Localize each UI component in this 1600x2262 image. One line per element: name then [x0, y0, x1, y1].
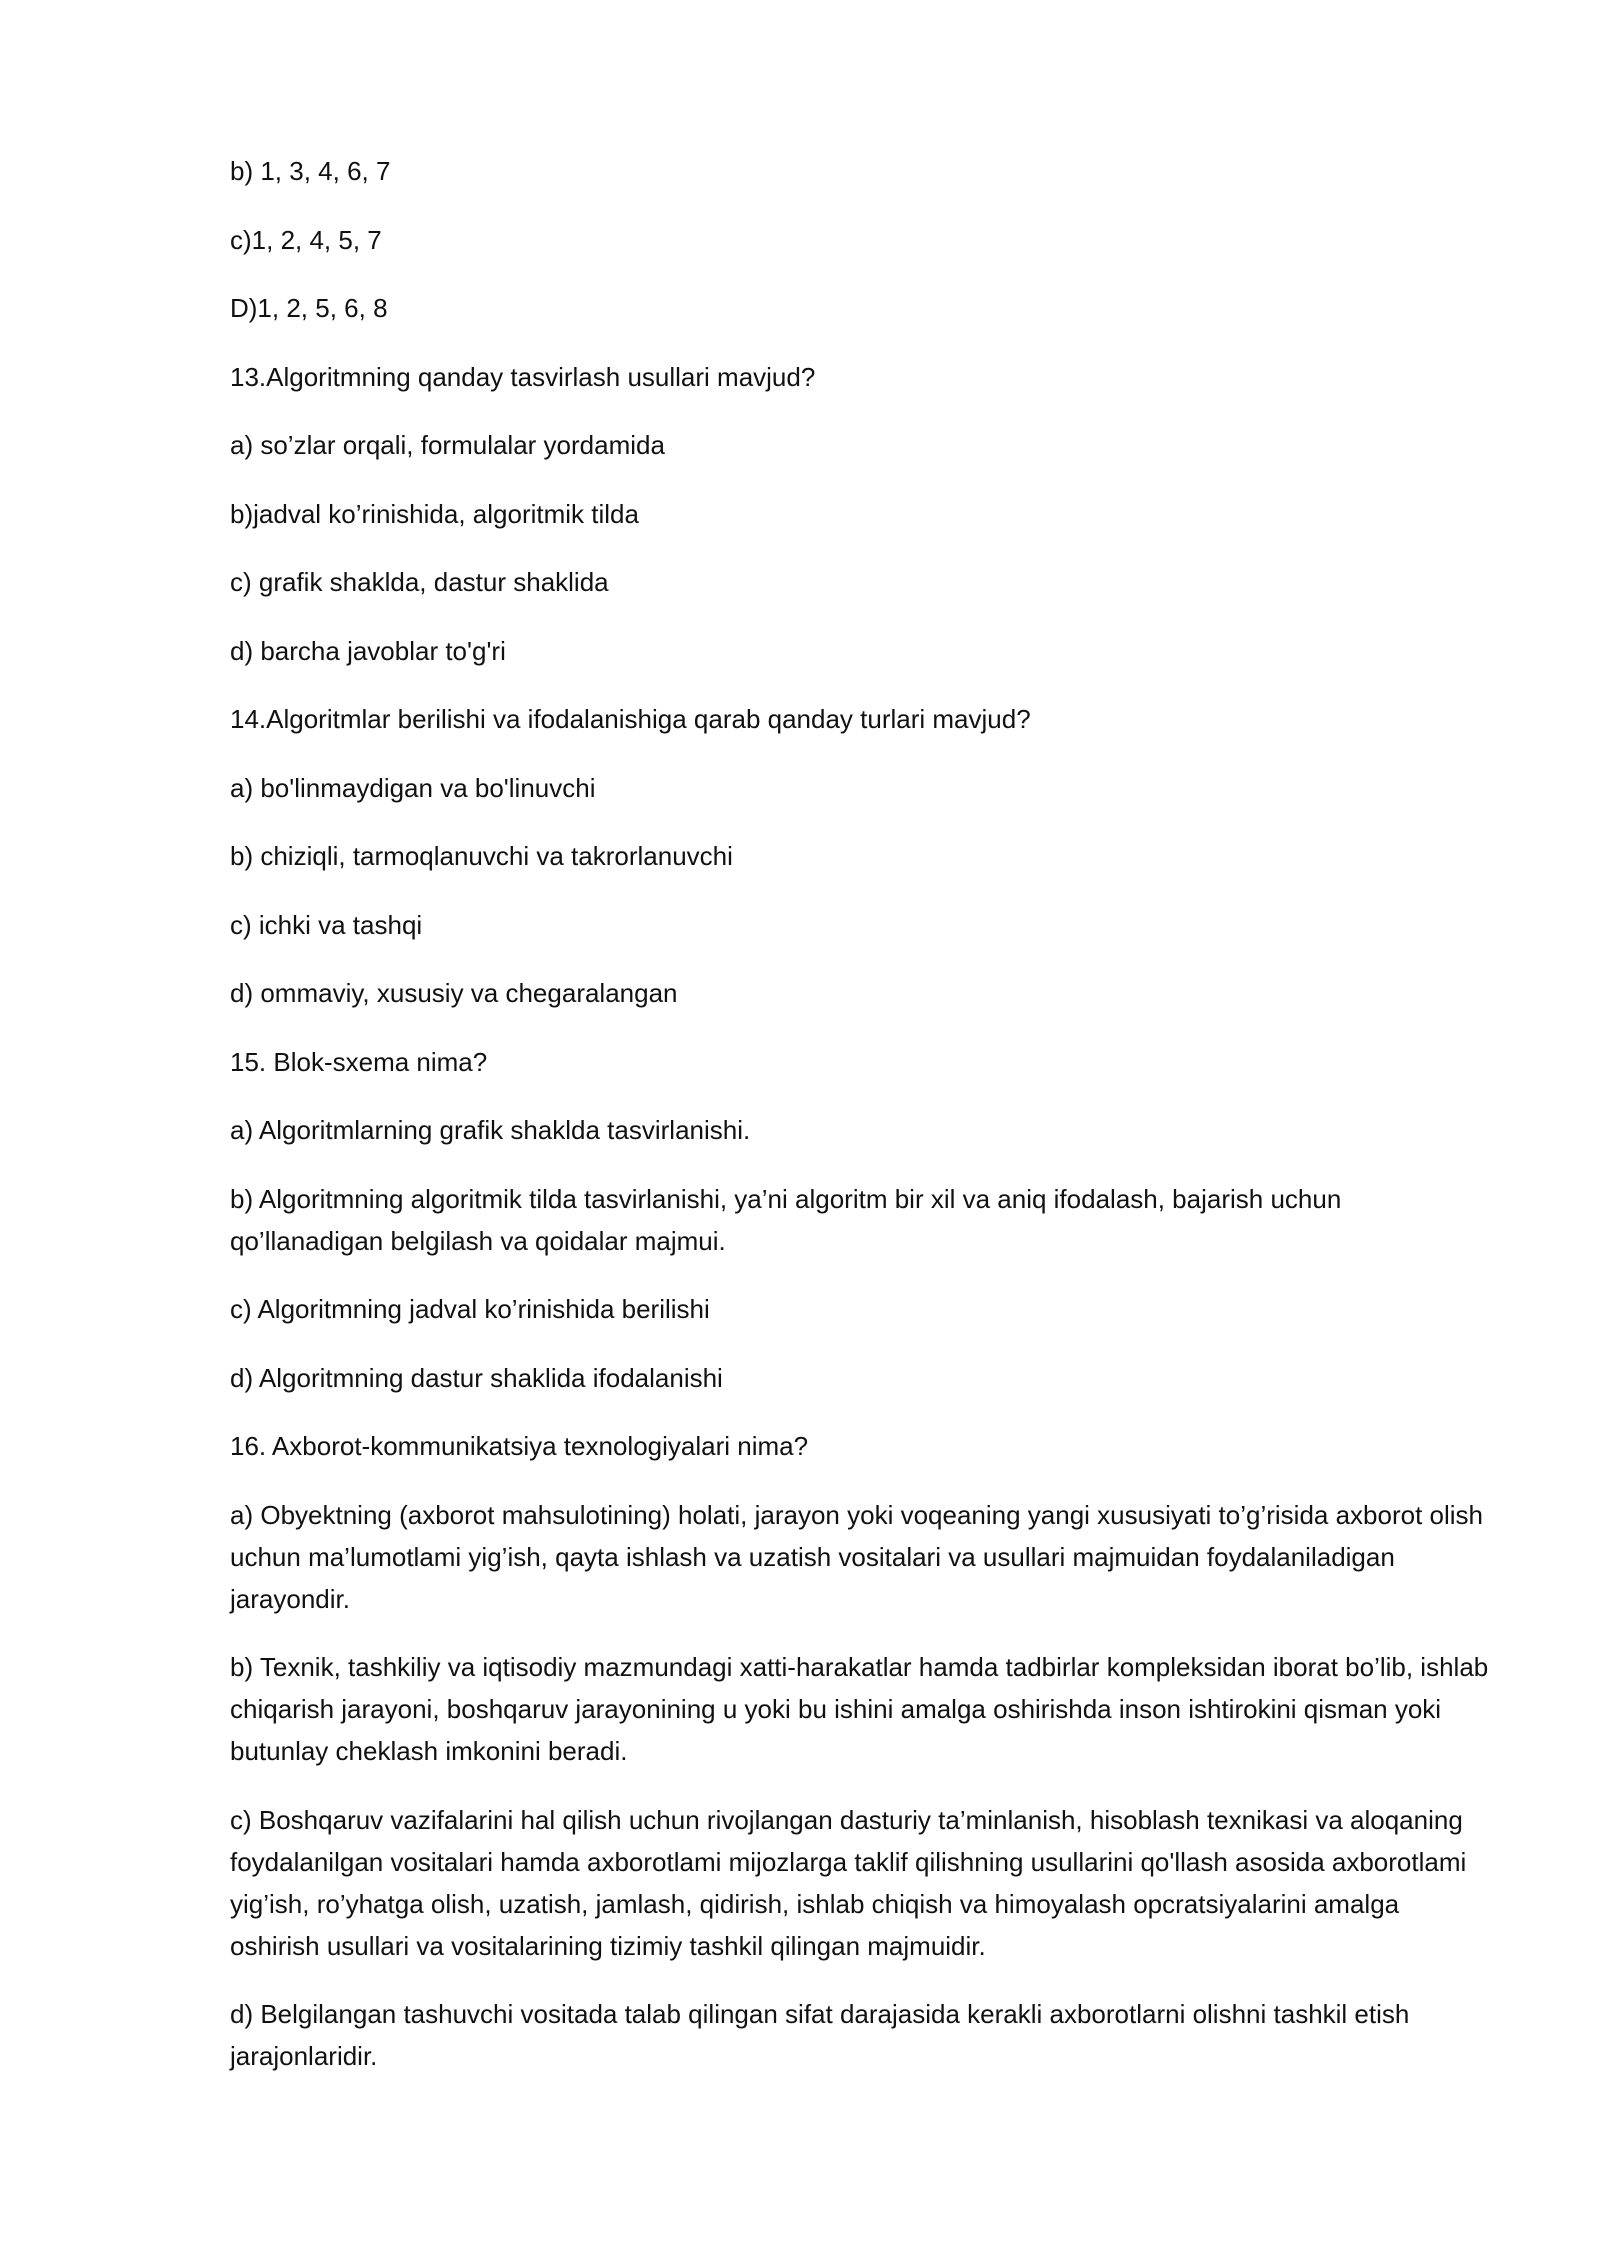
- question-13: 13.Algoritmning qanday tasvirlash usullari mavjud?: [230, 361, 816, 392]
- answer-option-b: b) 1, 3, 4, 6, 7: [230, 156, 391, 186]
- question-13-option-d: d) barcha javoblar to'g'ri: [230, 635, 506, 666]
- question-15-option-c: c) Algoritmning jadval ko’rinishida berilishi: [230, 1294, 710, 1324]
- question-14-option-d: d) ommaviy, xususiy va chegaralangan: [230, 978, 678, 1008]
- question-15-option-b: b) Algoritmning algoritmik tilda tasvirlanishi, ya’ni algoritm bir xil va aniq ifodalash, bajarish uchun qo’llanadigan belgilash va qoidalar majmui.: [230, 1183, 1342, 1256]
- question-15-option-a: a) Algoritmlarning grafik shaklda tasvirlanishi.: [230, 1115, 751, 1145]
- question-16-option-d: d) Belgilangan tashuvchi vositada talab qilingan sifat darajasida kerakli axborotlarni olishni tashkil etish jarajonlaridir.: [230, 1999, 1410, 2071]
- question-16-option-a: a) Obyektning (axborot mahsulotining) holati, jarayon yoki voqeaning yangi xususiyati to’g’risida axborot olish uchun ma’lumotlami yig’ish, qayta ishlash va uzatish vositalari va usullari majmuidan foydalaniladigan jarayondir.: [230, 1499, 1484, 1614]
- answer-option-d: D)1, 2, 5, 6, 8: [230, 293, 388, 323]
- question-16-option-b: b) Texnik, tashkiliy va iqtisodiy mazmundagi xatti-harakatlar hamda tadbirlar kompleksidan iborat bo’lib, ishlab chiqarish jarayoni, boshqaruv jarayonining u yoki bu ishini amalga oshirishda inson ishtirokini qisman yoki butunlay cheklash imkonini beradi.: [230, 1652, 1489, 1766]
- question-15-option-d: d) Algoritmning dastur shaklida ifodalanishi: [230, 1362, 723, 1393]
- question-14-option-b: b) chiziqli, tarmoqlanuvchi va takrorlanuvchi: [230, 841, 733, 871]
- question-13-option-b: b)jadval ko’rinishida, algoritmik tilda: [230, 498, 639, 529]
- question-15: 15. Blok-sxema nima?: [230, 1046, 488, 1077]
- question-14-option-a: a) bo'linmaydigan va bo'linuvchi: [230, 772, 596, 803]
- question-16: 16. Axborot-kommunikatsiya texnologiyalari nima?: [230, 1431, 809, 1461]
- question-13-option-a: a) so’zlar orqali, formulalar yordamida: [230, 430, 665, 460]
- question-14: 14.Algoritmlar berilishi va ifodalanishiga qarab qanday turlari mavjud?: [230, 704, 1031, 734]
- question-14-option-c: c) ichki va tashqi: [230, 909, 423, 940]
- answer-option-c: c)1, 2, 4, 5, 7: [230, 224, 382, 255]
- question-16-option-c: c) Boshqaruv vazifalarini hal qilish uchun rivojlangan dasturiy ta’minlanish, hisoblash texnikasi va aloqaning foydalanilgan vositalari hamda axborotlami mijozlarga taklif qilishning usullarini qo'llash asosida axborotlami yig’ish, ro’yhatga olish, uzatish, jamlash, qidirish, ishlab chiqish va himoyalash opcratsiyalarini amalga oshirish usullari va vositalarining tizimiy tashkil qilingan majmuidir.: [230, 1804, 1467, 1961]
- question-13-option-c: c) grafik shaklda, dastur shaklida: [230, 567, 609, 597]
- document-body: [230, 150, 1495, 2104]
